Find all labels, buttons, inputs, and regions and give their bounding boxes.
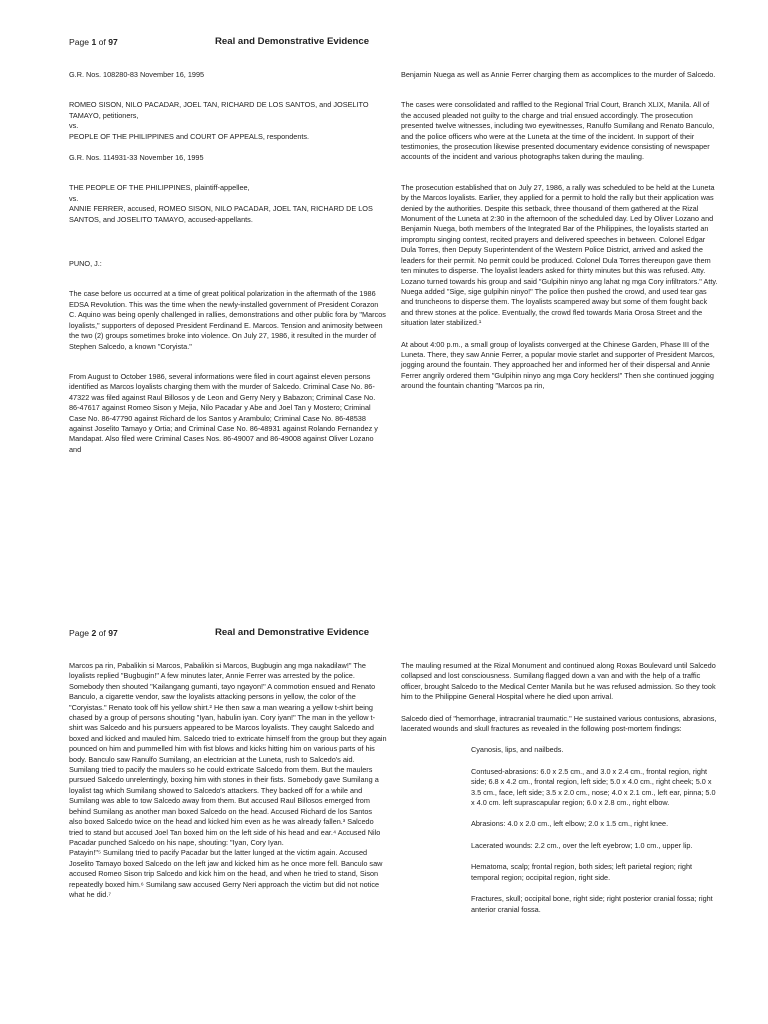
document-title: Real and Demonstrative Evidence: [215, 627, 370, 638]
document-title: Real and Demonstrative Evidence: [215, 36, 370, 47]
body-paragraph: The prosecution established that on July 27, 1986, a rally was scheduled to be held at the Luneta by the Marcos loyalists. Earlier, they applied for a permit to hold the rally but their application was denied by the authorities. Despite this setback, three thousand of them gathered at the Rizal Monument of the Luneta at 2:30 in the afternoon of the scheduled day. Led by Oliver Lozano and Benjamin Nuega, both members of the Integrated Bar of the Philippines, the loyalists started an impromptu singing contest, recited prayers and delivered speeches in between. Colonel Edgar Dula Torres, then Deputy Superintendent of the Western Police District, arrived and asked the leaders for their permit. No permit could be produced. Colonel Dula Torres thereupon gave them ten minutes to disperse. The loyalist leaders asked for thirty minutes but this was refused. Atty. Lozano turned towards his group and said "Gulpihin ninyo ang lahat ng mga Cory infiltrators." Atty. Nuega added "Sige, sige gulpihin ninyo!" The police then pushed the crowd, and used tear gas and truncheons to disperse them. The loyalists scampered away but some of them fought back and threw stones at the police. Eventually, the crowd fled towards Maria Orosa Street and the situation later stabilized.¹: [401, 182, 718, 328]
document-page-2: [0, 585, 768, 1024]
page-number: Page 1 of 97: [69, 37, 118, 47]
finding-item: Lacerated wounds: 2.2 cm., over the left eyebrow; 1.0 cm., upper lip.: [471, 840, 693, 850]
body-paragraph: From August to October 1986, several informations were filed in court against eleven persons identified as Marcos loyalists charging them with the murder of Salcedo. Criminal Case No. 86-47322 was filed against Raul Billosos y de Leon and Gerry Nery y Babazon; Criminal Case No. 86-47617 against Romeo Sison y Mejia, Nilo Pacadar y Abe and Joel Tan y Mostero; Criminal Case No. 86-47790 against Richard de los Santos y Arambulo; Criminal Case No. 86-48538 against Joselito Tamayo y Ortia; and Criminal Case No. 86-48931 against Rolando Fernandez y Mandapat. Also filed were Criminal Cases Nos. 86-49007 and 86-49008 against Oliver Lozano and: [69, 371, 378, 454]
right-column: [401, 661, 719, 926]
finding-item: Cyanosis, lips, and nailbeds.: [471, 745, 564, 755]
body-paragraph: At about 4:00 p.m., a small group of loyalists converged at the Chinese Garden, Phase III of the Luneta. There, they saw Annie Ferrer, a popular movie starlet and supporter of President Marcos, jogging around the fountain. They approached her and informed her of their dispersal and Annie Ferrer angrily ordered them "Gulpihin ninyo ang mga Cory hecklers!" Then she continued jogging around the fountain chanting "Marcos pa rin,: [401, 339, 715, 391]
left-column: [69, 70, 387, 466]
body-paragraph: Marcos pa rin, Pabalikin si Marcos, Pabalikin si Marcos, Bugbugin ang mga nakadilaw!" The loyalists replied "Bugbugin!" A few minutes later, Annie Ferrer was arrested by the police. Somebody then shouted "Kailangang gumanti, tayo ngayon!" A commotion ensued and Renato Banculo, a cigarette vendor, saw the loyalists attacking persons in yellow, the color of the "Coryistas." Renato took off his yellow shirt.² He then saw a man wearing a yellow t-shirt being chased by a group of persons shouting "Iyan, habulin iyan. Cory iyan!" The man in the yellow t-shirt was Salcedo and his pursuers appeared to be Marcos loyalists. They caught Salcedo and boxed and kicked and mauled him. Salcedo tried to extricate himself from the group but they again pounced on him and pummelled him with fist blows and kicks hitting him on various parts of his body. Banculo saw Ranulfo Sumilang, an electrician at the Luneta, rush to Salcedo's aid. Sumilang tried to pacify the maulers so he could extricate Salcedo from them. But the maulers pursued Salcedo unrelentingly, boxing him with stones in their fists. Somebody gave Sumilang a loyalist tag which Sumilang showed to Salcedo's attackers. They backed off for a while and Sumilang was able to tow Salcedo away from them. But accused Raul Billosos emerged from behind Sumilang as another man boxed Salcedo on the head. Accused Richard de los Santos also boxed Salcedo twice on the head and kicked him even as he was already fallen.³ Salcedo tried to stand but accused Joel Tan boxed him on the left side of his head and ear.⁴ Accused Nilo Pacadar punched Salcedo on his nape, shouting: "Iyan, Cory Iyan. Patayin!"⁵ Sumilang tried to pacify Pacadar but the latter lunged at the victim again. Accused Joselito Tamayo boxed Salcedo on the left jaw and kicked him as he once more fell. Banculo saw accused Romeo Sison trip Salcedo and kick him on the head, and when he tried to stand, Sison repeatedly boxed him.⁶ Sumilang saw accused Gerry Neri approach the victim but did not notice what he did.⁷: [69, 661, 387, 899]
case-number: G.R. Nos. 114931-33 November 16, 1995: [69, 153, 204, 163]
page-number: Page 2 of 97: [69, 628, 118, 638]
finding-item: Abrasions: 4.0 x 2.0 cm., left elbow; 2.0 x 1.5 cm., right knee.: [471, 819, 669, 829]
body-paragraph: Salcedo died of "hemorrhage, intracranial traumatic." He sustained various contusions, abrasions, lacerated wounds and skull fractures as revealed in the following post-mortem findings:: [401, 713, 717, 734]
ponente: PUNO, J.:: [69, 259, 102, 269]
case-parties: THE PEOPLE OF THE PHILIPPINES, plaintiff-appellee, vs. ANNIE FERRER, accused, ROMEO SISON, NILO PACADAR, JOEL TAN, RICHARD DE LOS SANTOS, and JOSELITO TAMAYO, accused-appellants.: [69, 183, 373, 224]
case-parties: ROMEO SISON, NILO PACADAR, JOEL TAN, RICHARD DE LOS SANTOS, and JOSELITO TAMAYO, petitioners, vs. PEOPLE OF THE PHILIPPINES and COURT OF APPEALS, respondents.: [69, 100, 369, 141]
finding-item: Fractures, skull; occipital bone, right side; right posterior cranial fossa; right anterior cranial fossa.: [471, 894, 713, 914]
left-column: [69, 661, 387, 911]
finding-item: Contused-abrasions: 6.0 x 2.5 cm., and 3.0 x 2.4 cm., frontal region, right side; 6.8 x 4.2 cm., frontal region, left side; 5.0 x 4.0 cm., right cheek; 5.0 x 3.5 cm., face, left side; 3.5 x 2.0 cm., nose; 4.0 x 2.1 cm., left ear, pinna; 5.0 x 4.0 cm. left suprascapular region; 6.0 x 2.8 cm., right elbow.: [471, 766, 716, 808]
body-paragraph: The mauling resumed at the Rizal Monument and continued along Roxas Boulevard until Salcedo collapsed and lost consciousness. Sumilang flagged down a van and with the help of a traffic officer, brought Salcedo to the Medical Center Manila but he was refused admission. So they took him to the Philippine General Hospital where he died upon arrival.: [401, 661, 716, 702]
case-number: G.R. Nos. 108280-83 November 16, 1995: [69, 70, 205, 79]
page-header: [69, 627, 709, 643]
finding-item: Hematoma, scalp; frontal region, both sides; left parietal region; right temporal region; occipital region, right side.: [471, 862, 693, 882]
page-header: [69, 36, 709, 52]
right-column: [401, 70, 719, 403]
body-paragraph: The cases were consolidated and raffled to the Regional Trial Court, Branch XLIX, Manila. All of the accused pleaded not guilty to the charge and trial ensued accordingly. The prosecution presented twelve witnesses, including two eyewitnesses, Ranulfo Sumilang and Renato Banculo, and the police officers who were at the Luneta at the time of the incident. In support of their testimonies, the prosecution likewise presented documentary evidence consisting of newspaper accounts of the incident and various photographs taken during the mauling.: [401, 100, 715, 162]
body-paragraph: The case before us occurred at a time of great political polarization in the aftermath of the 1986 EDSA Revolution. This was the time when the newly-installed government of President Corazon C. Aquino was being openly challenged in rallies, demonstrations and other public fora by "Marcos loyalists," supporters of deposed President Ferdinand E. Marcos. Tension and animosity between the two (2) groups sometimes broke into violence. On July 27, 1986, it resulted in the murder of Stephen Salcedo, a known "Coryista.": [69, 289, 386, 351]
body-paragraph: Benjamin Nuega as well as Annie Ferrer charging them as accomplices to the murder of Salcedo.: [401, 70, 716, 79]
